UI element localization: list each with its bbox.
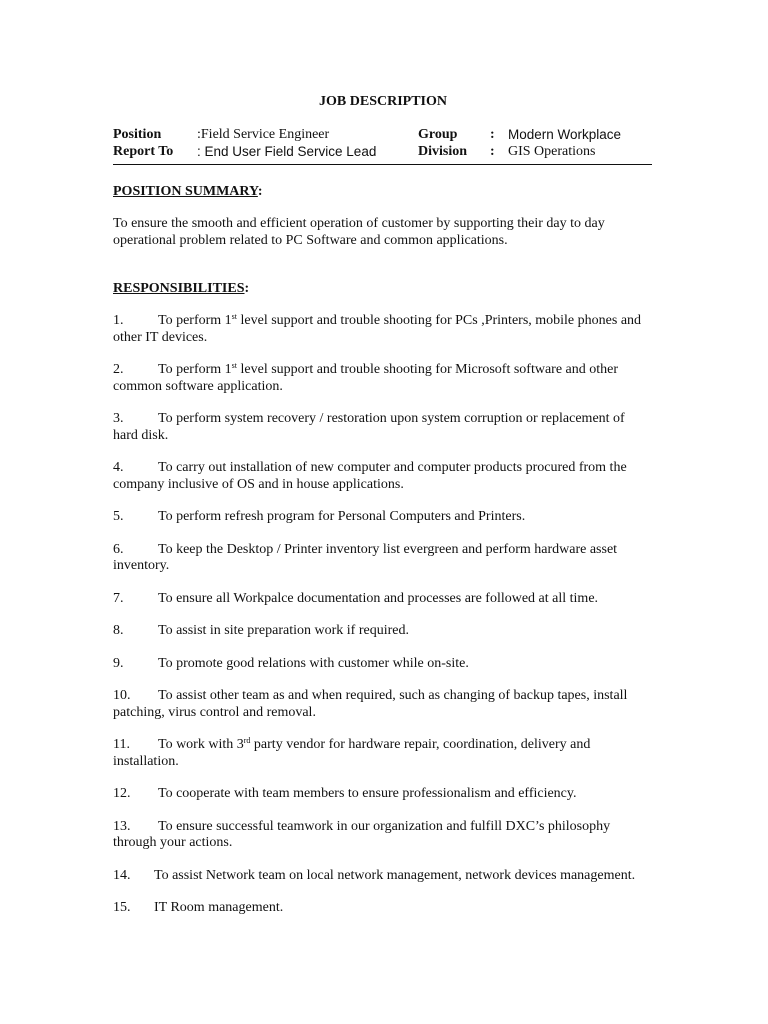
responsibility-item <box>113 819 653 852</box>
document-page <box>113 93 653 933</box>
responsibility-number: 5. <box>113 509 124 524</box>
responsibility-text-cont: party vendor for hardware repair, coordination, delivery and installation. <box>113 737 591 769</box>
report-to-value: : End User Field Service Lead <box>197 144 377 159</box>
responsibility-item <box>113 656 653 673</box>
responsibility-item <box>113 542 653 575</box>
responsibility-text: To ensure all Workpalce documentation and processes are followed at all time. <box>158 590 599 606</box>
responsibility-text: To work with 3 <box>158 737 244 752</box>
responsibility-number: 6. <box>113 541 124 557</box>
division-value: GIS Operations <box>508 144 596 159</box>
responsibility-number: 8. <box>113 623 124 638</box>
responsibility-text: To perform 1 <box>158 313 232 328</box>
responsibility-item <box>113 900 653 917</box>
report-to-label: Report To <box>113 144 174 159</box>
responsibility-number: 12. <box>113 786 131 801</box>
responsibility-number: 4. <box>113 460 124 475</box>
position-value: :Field Service Engineer <box>197 127 330 142</box>
responsibility-text-cont: level support and trouble shooting for Microsoft software and other common software application. <box>113 362 619 394</box>
responsibility-text: To perform system recovery / restoration upon system corruption or replacement of hard disk. <box>113 411 625 443</box>
responsibilities-heading-text: RESPONSIBILITIES <box>113 281 245 296</box>
responsibility-number: 15. <box>113 900 131 915</box>
responsibility-text: To keep the Desktop / Printer inventory list evergreen and perform hardware asset inventory. <box>113 541 618 573</box>
responsibility-number: 2. <box>113 362 124 377</box>
responsibility-item <box>113 362 653 395</box>
position-summary-colon: : <box>257 184 263 199</box>
responsibility-item <box>113 868 653 885</box>
responsibility-text: To assist Network team on local network management, network devices management. <box>154 867 636 883</box>
responsibilities-heading <box>113 280 653 297</box>
responsibility-item <box>113 591 653 608</box>
responsibility-item <box>113 623 653 640</box>
division-label: Division <box>418 144 468 159</box>
responsibility-number: 7. <box>113 590 124 606</box>
responsibility-item <box>113 509 653 526</box>
responsibility-number: 9. <box>113 655 124 671</box>
responsibility-item <box>113 688 653 721</box>
ordinal-suffix: st <box>231 361 238 370</box>
ordinal-suffix: rd <box>243 736 251 745</box>
responsibilities-colon: : <box>244 281 250 296</box>
responsibility-item <box>113 460 653 493</box>
responsibility-text: To perform 1 <box>158 362 232 377</box>
responsibility-text: IT Room management. <box>154 900 284 915</box>
responsibility-text: To ensure successful teamwork in our organization and fulfill DXC’s philosophy through your actions. <box>113 818 611 850</box>
job-header-table <box>113 126 653 160</box>
responsibility-text: To promote good relations with customer while on-site. <box>158 655 469 671</box>
responsibility-number: 14. <box>113 867 131 883</box>
responsibility-number: 11. <box>113 737 130 752</box>
responsibility-number: 1. <box>113 313 124 328</box>
responsibility-item <box>113 411 653 444</box>
position-summary-heading <box>113 183 653 200</box>
responsibility-text-cont: level support and trouble shooting for PCs ,Printers, mobile phones and other IT devices. <box>113 313 642 345</box>
responsibility-text: To assist in site preparation work if required. <box>158 623 409 638</box>
responsibilities-list <box>113 313 653 917</box>
responsibility-text: To cooperate with team members to ensure professionalism and efficiency. <box>158 786 577 801</box>
group-colon: : <box>490 127 495 142</box>
group-label: Group <box>418 127 458 142</box>
responsibility-number: 10. <box>113 688 131 703</box>
document-title: JOB DESCRIPTION <box>319 94 447 109</box>
responsibility-item <box>113 737 653 770</box>
header-row-position <box>113 126 653 143</box>
responsibility-text: To perform refresh program for Personal Computers and Printers. <box>158 509 526 524</box>
position-label: Position <box>113 127 162 142</box>
responsibility-number: 3. <box>113 411 124 426</box>
responsibility-text: To assist other team as and when required, such as changing of backup tapes, install patching, virus control and removal. <box>113 688 628 720</box>
division-colon: : <box>490 144 495 159</box>
header-row-report <box>113 143 653 160</box>
ordinal-suffix: st <box>231 312 238 321</box>
responsibility-number: 13. <box>113 818 131 834</box>
group-value: Modern Workplace <box>508 127 622 142</box>
position-summary-text: To ensure the smooth and efficient operation of customer by supporting their day to day operational problem related to PC Software and common applications. <box>113 216 605 248</box>
responsibility-item <box>113 786 653 803</box>
responsibility-text: To carry out installation of new computer and computer products procured from the company inclusive of OS and in house applications. <box>113 460 627 492</box>
position-summary-heading-text: POSITION SUMMARY <box>113 184 258 199</box>
responsibility-item <box>113 313 653 346</box>
header-divider <box>113 164 652 165</box>
